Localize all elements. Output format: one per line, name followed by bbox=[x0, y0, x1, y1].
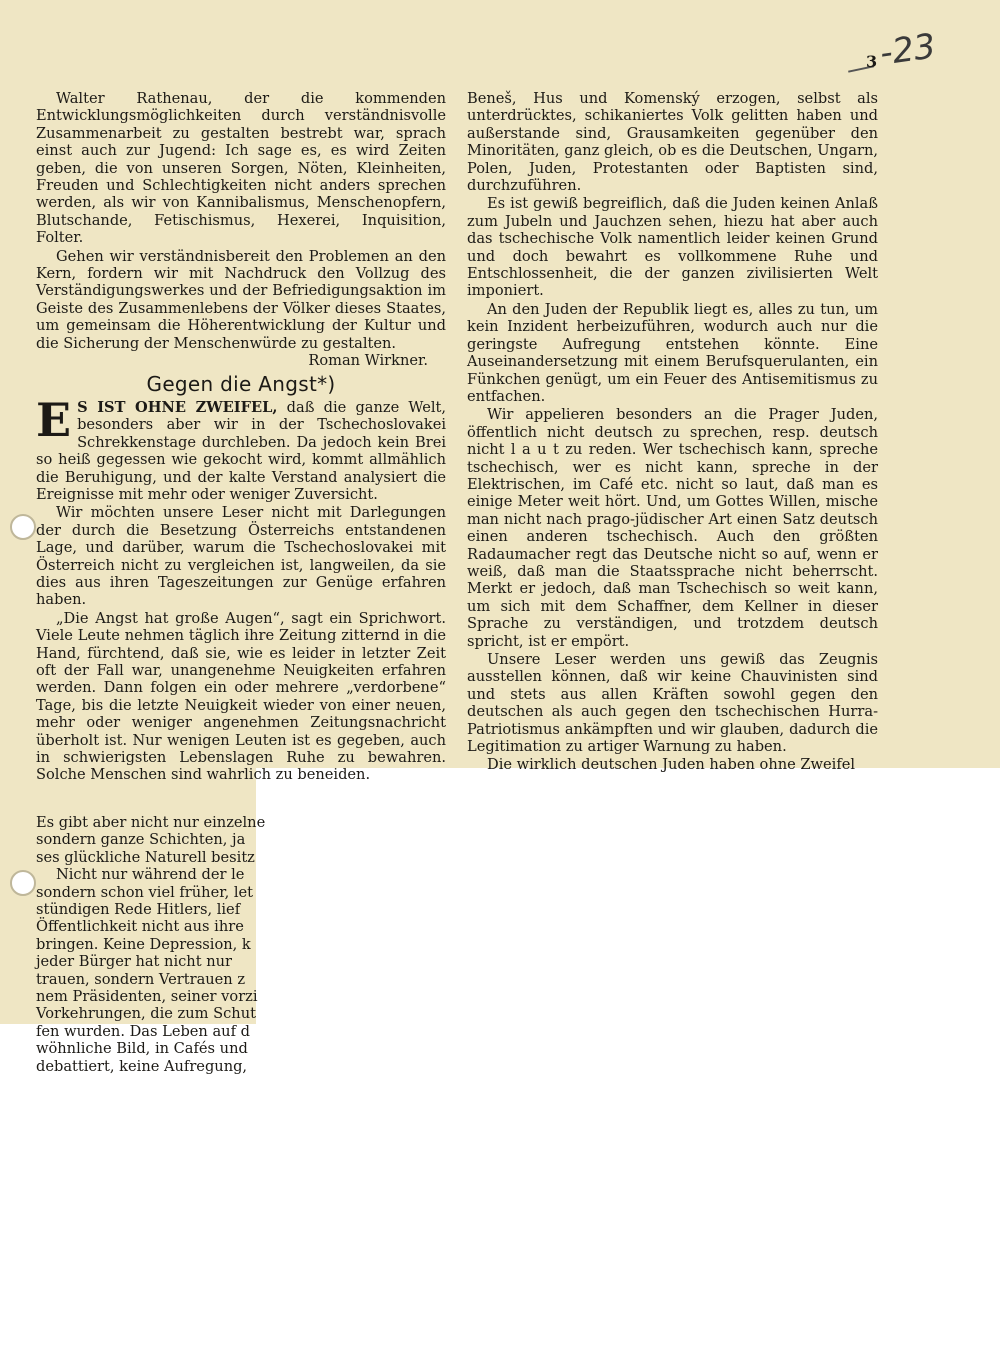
punch-hole-upper bbox=[10, 514, 36, 540]
paragraph-appeal bbox=[36, 248, 446, 370]
paragraph-german-jews: Die wirklich deutschen Juden haben ohne Zweifel bbox=[487, 756, 856, 774]
author-signature: Roman Wirkner. bbox=[308, 352, 428, 370]
punch-hole-lower bbox=[10, 870, 36, 896]
paragraph-benes: Beneš, Hus und Komenský erzogen, selbst als unterdrücktes, schikaniertes Volk gelitten haben und außerstande sind, Grausamkeiten gegenüber den Minoritäten, ganz gleich, ob es die Deutschen, Ungarn, Polen, Juden, Protestanten oder Baptisten sind, durchzuführen. bbox=[467, 90, 878, 195]
text-line: Nicht nur während der le bbox=[56, 866, 245, 884]
text-line: stündigen Rede Hitlers, lief bbox=[36, 901, 241, 919]
text-line: bringen. Keine Depression, k bbox=[36, 935, 251, 953]
paragraph-lead bbox=[36, 392, 447, 503]
text-line: fen wurden. Das Leben auf d bbox=[36, 1022, 250, 1040]
drop-cap: E bbox=[36, 392, 72, 447]
lead-text: daß die ganze Welt, besonders aber wir in der Tschechoslovakei Schrekkenstage durchleben. Da jedoch kein Brei so heiß gegessen wie gekocht wird, kommt allmählich die Beruhigung, und der kalte Verstand analysiert die Ereignisse mit mehr oder weniger Zuversicht. bbox=[36, 398, 447, 503]
page-number: 3 bbox=[866, 52, 878, 71]
paragraph-prague-appeal: Wir appelieren besonders an die Prager Juden, öffentlich nicht deutsch zu sprechen, resp. deutsch nicht l a u t zu reden. Wer tschechisch kann, spreche tschechisch, wer es nicht kann, spreche in der Elektrischen, im Café etc. nicht so laut, daß man es einige Meter weit hört. Und, um Gottes Willen, mische man nicht nach prago-jüdischer Art einen Satz deutsch einen anderen tschechisch. Auch den größten Radaumacher regt das Deutsche nicht so auf, wenn er weiß, daß man die Staatssprache nicht beherrscht. Merkt er jedoch, daß man Tschechisch so weit kann, um sich mit dem Schaffner, dem Kellner in dieser Sprache zu verständigen, und trotzdem deutsch spricht, ist er empört. bbox=[467, 406, 878, 650]
text-line: sondern ganze Schichten, ja bbox=[36, 831, 246, 849]
text-line: Vorkehrungen, die zum Schut bbox=[36, 1005, 256, 1023]
text-line: trauen, sondern Vertrauen z bbox=[36, 970, 246, 988]
paragraph-incident: An den Juden der Republik liegt es, alles zu tun, um kein Inzident herbeizuführen, wodurch auch nur die geringste Aufregung entstehen könnte. Eine Auseinandersetzung mit einem Berufsquerulanten, ein Fünkchen genügt, um ein Feuer des Antisemitismus zu entfachen. bbox=[467, 300, 878, 405]
left-column-truncated bbox=[36, 814, 266, 1075]
handwritten-annotation: -23 bbox=[877, 26, 939, 74]
article-headline: Gegen die Angst*) bbox=[146, 371, 336, 396]
paragraph-fear: „Die Angst hat große Augen“, sagt ein Sprichwort. Viele Leute nehmen täglich ihre Zeitung zitternd in die Hand, fürchtend, daß sie, wie es leider in letzter Zeit oft der Fall war, unangenehme Neuigkeiten erfahren werden. Dann folgen ein oder mehrere „verdorbene“ Tage, bis die letzte Neuigkeit wieder von einer neuen, mehr oder weniger angenehmen Zeitungsnachricht überholt ist. Nur wenigen Leuten ist es gegeben, auch in schwierigsten Lebenslagen Ruhe zu bewahren. Solche Menschen sind wahrlich zu beneiden. bbox=[36, 609, 446, 784]
left-column bbox=[36, 90, 446, 785]
text-line: jeder Bürger hat nicht nur bbox=[36, 953, 232, 971]
text-line: ses glückliche Naturell besitz bbox=[36, 848, 255, 866]
right-column bbox=[467, 90, 878, 775]
text-line: sondern schon viel früher, let bbox=[36, 883, 254, 901]
text-line: Es gibt aber nicht nur einzelne bbox=[36, 814, 266, 831]
text-line: wöhnliche Bild, in Cafés und bbox=[36, 1040, 248, 1058]
text-line: nem Präsidenten, seiner vorzi bbox=[36, 988, 258, 1006]
paragraph-austria: Wir möchten unsere Leser nicht mit Darlegungen der durch die Besetzung Österreichs entstandenen Lage, und darüber, warum die Tschechoslovakei mit Österreich nicht zu vergleichen ist, langweilen, da sie dies aus ihren Tageszeitungen zur Genüge erfahren haben. bbox=[36, 504, 446, 609]
paragraph-appeal-text: Gehen wir verständnisbereit den Problemen an den Kern, fordern wir mit Nachdruck den Vollzug des Verständigungswerkes und der Befriedigungsaktion im Geiste des Zusammenlebens der Völker dieses Staates, um gemeinsam die Höherentwicklung der Kultur und die Sicherung der Menschenwürde zu gestalten. bbox=[36, 247, 446, 352]
paragraph-rathenau: Walter Rathenau, der die kommenden Entwicklungsmöglichkeiten durch verständnisvolle Zusammenarbeit zu gestalten bestrebt war, sprach einst auch zur Jugend: Ich sage es, es wird Zeiten geben, die von unseren Sorgen, Nöten, Kleinheiten, Freuden und Schlechtigkeiten nicht anders sprechen werden, als wir von Kannibalismus, Menschenopfern, Blutschande, Fetischismus, Hexerei, Inquisition, Folter. bbox=[36, 90, 446, 247]
text-line: Öffentlichkeit nicht aus ihre bbox=[36, 918, 244, 936]
blank-cutout-area bbox=[256, 768, 1000, 1024]
paragraph-readers: Unsere Leser werden uns gewiß das Zeugnis ausstellen können, daß wir keine Chauvinisten sind und stets aus allen Kräften sowohl gegen den deutschen als auch gegen den tschechischen Hurra-Patriotismus ankämpften und wir glauben, dadurch die Legitimation zu artiger Warnung zu haben. bbox=[467, 651, 878, 756]
lead-caps: S IST OHNE ZWEIFEL, bbox=[77, 398, 278, 416]
text-line: debattiert, keine Aufregung, bbox=[36, 1057, 248, 1075]
paragraph-jews-reason: Es ist gewiß begreiflich, daß die Juden keinen Anlaß zum Jubeln und Jauchzen sehen, hiezu hat aber auch das tschechische Volk namentlich leider keinen Grund und doch bewahrt es vollkommene Ruhe und Entschlossenheit, die der ganzen zivilisierten Welt imponiert. bbox=[467, 195, 878, 300]
